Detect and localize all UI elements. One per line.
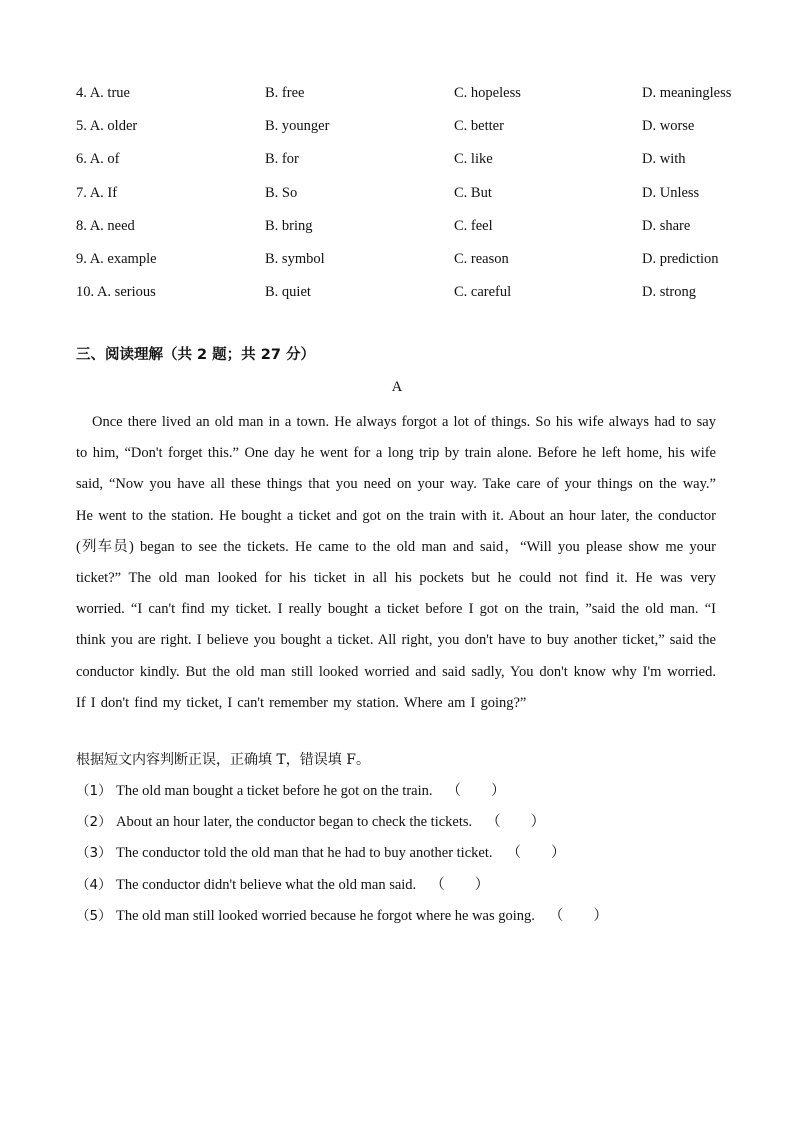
option-b: B. symbol: [265, 250, 325, 267]
option-b: B. quiet: [265, 284, 311, 301]
option-a: 6. A. of: [76, 151, 120, 168]
question-item: [76, 781, 736, 812]
options-list: [76, 84, 756, 316]
option-row: [76, 117, 756, 150]
question-text: The old man still looked worried because he forgot where he was going.: [116, 907, 535, 924]
option-d: D. prediction: [642, 250, 719, 267]
answer-blank[interactable]: （ ）: [548, 907, 608, 924]
option-b: B. younger: [265, 118, 330, 135]
question-instruction: 根据短文内容判断正误，正确填 T，错误填 F。: [76, 752, 370, 768]
option-row: [76, 283, 756, 316]
option-a: 8. A. need: [76, 217, 135, 234]
question-item: [76, 843, 736, 874]
option-a: 9. A. example: [76, 250, 157, 267]
section-heading: 三、阅读理解（共 2 题；共 27 分）: [76, 347, 315, 363]
option-row: [76, 217, 756, 250]
option-c: C. But: [454, 184, 492, 201]
answer-blank[interactable]: （ ）: [446, 783, 506, 799]
option-c: C. careful: [454, 284, 512, 301]
question-number: （3）: [76, 845, 112, 862]
question-text: The conductor didn't believe what the old man said.: [116, 876, 417, 893]
true-false-questions: [76, 781, 736, 937]
option-d: D. meaningless: [642, 85, 732, 101]
option-d: D. Unless: [642, 184, 700, 201]
question-item: [76, 906, 736, 937]
question-item: [76, 875, 736, 906]
option-c: C. like: [454, 151, 493, 168]
answer-blank[interactable]: （ ）: [430, 876, 490, 893]
question-text: The conductor told the old man that he had to buy another ticket.: [116, 845, 493, 862]
option-d: D. strong: [642, 284, 696, 301]
option-d: D. worse: [642, 118, 695, 135]
option-c: C. reason: [454, 250, 509, 267]
option-a: 10. A. serious: [76, 284, 156, 301]
question-text: The old man bought a ticket before he got on the train.: [116, 783, 433, 799]
answer-blank[interactable]: （ ）: [486, 814, 546, 831]
option-c: C. hopeless: [454, 85, 521, 101]
question-number: （5）: [76, 907, 112, 924]
option-a: 5. A. older: [76, 118, 138, 135]
option-d: D. share: [642, 217, 691, 234]
reading-passage: Once there lived an old man in a town. He always forgot a lot of things. So his wife always had to say to him, “Don't forget this.” One day he went for a long trip by train alone. Before he left home, his wife said, “Now you have all these things that you need on your way. Take care of your things on the way.” He went to the station. He bought a ticket and got on the train with it. About an hour later, the conductor (列车员) began to see the tickets. He came to the old man and said，“Will you please show me your ticket?” The old man looked for his ticket in all his pockets but he could not find it. He was very worried. “I can't find my ticket. I really bought a ticket before I got on the train, ”said the old man. “I think you are right. I believe you bought a ticket. All right, you don't have to buy another ticket,” said the conductor kindly. But the old man still looked worried and said sadly, You don't know why I'm worried. If I don't find my ticket, I can't remember my station. Where am I going?”: [76, 414, 716, 711]
option-b: B. for: [265, 151, 299, 168]
passage-label: A: [391, 379, 403, 395]
option-row: [76, 150, 756, 183]
option-d: D. with: [642, 151, 686, 168]
option-b: B. So: [265, 184, 298, 201]
option-b: B. bring: [265, 217, 313, 234]
question-item: [76, 812, 736, 843]
option-b: B. free: [265, 85, 305, 101]
option-a: 4. A. true: [76, 85, 130, 101]
option-a: 7. A. If: [76, 184, 118, 201]
answer-blank[interactable]: （ ）: [506, 845, 566, 862]
option-c: C. feel: [454, 217, 493, 234]
option-c: C. better: [454, 118, 504, 135]
question-text: About an hour later, the conductor began to check the tickets.: [116, 814, 473, 831]
option-row: [76, 250, 756, 283]
question-number: （2）: [76, 814, 112, 831]
question-number: （1）: [76, 783, 112, 799]
question-number: （4）: [76, 876, 112, 893]
option-row: [76, 84, 756, 117]
option-row: [76, 184, 756, 217]
